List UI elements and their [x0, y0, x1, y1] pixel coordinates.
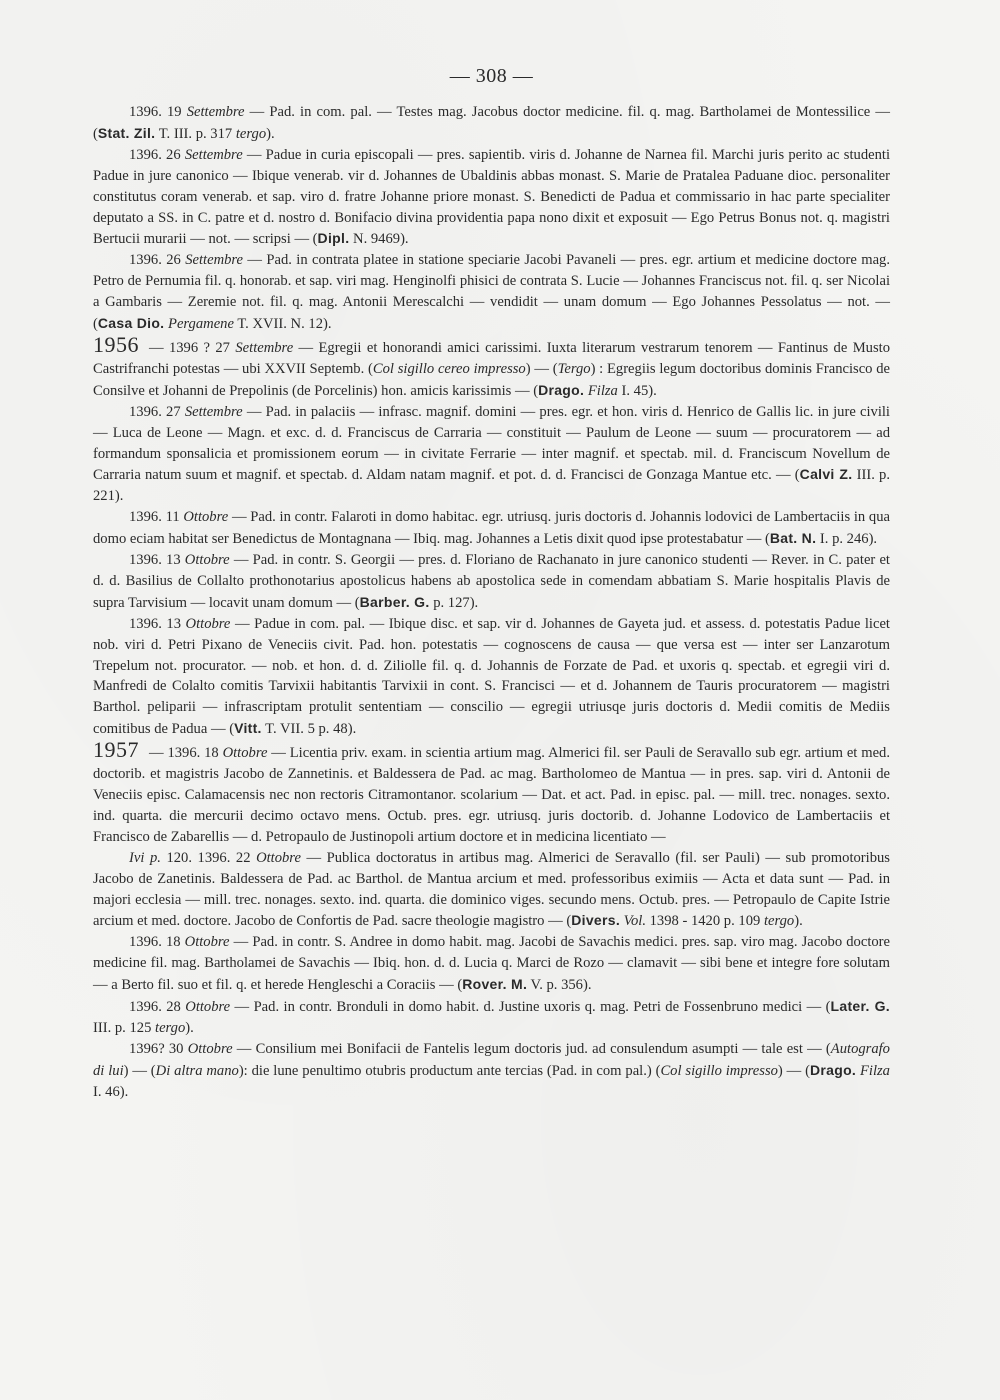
- entry-text: 1396. 28: [129, 999, 186, 1016]
- document-entry: [93, 614, 890, 740]
- entry-text: 1396? 30: [129, 1040, 188, 1057]
- entry-text: 1396. 26: [129, 146, 185, 163]
- italic-text: Col sigillo cereo impresso: [372, 360, 526, 377]
- entry-text: ).: [266, 125, 275, 142]
- italic-text: Settembre: [235, 339, 294, 356]
- source-reference: Barber. G.: [359, 593, 430, 610]
- italic-text: Di altra mano: [155, 1062, 239, 1079]
- entry-text: 1398 - 1420 p. 109: [645, 913, 764, 930]
- entry-text: 1396. 11: [129, 509, 184, 526]
- entry-text: — 1396. 18: [149, 745, 223, 762]
- entry-text: I. 46).: [93, 1083, 129, 1100]
- source-reference: Stat. Zil.: [97, 124, 156, 141]
- italic-text: Ivi p.: [129, 849, 161, 866]
- entry-text: ).: [794, 913, 803, 930]
- italic-text: tergo: [235, 125, 267, 142]
- entry-text: 1396. 13: [129, 552, 185, 569]
- entry-text: — Pad. in contr. S. Georgii — pres. d. Floriano de Rachanato in jure canonico studenti — Rever. in C. pater et d. d. Basilius de Collalto prothonotarius apostolicus habens ab apostolica sede in comendam abbatiam S. Marie hospitalis Plavis de supra Tarvisium — locavit unam domum — (: [93, 552, 890, 611]
- entry-text: 1396. 27: [129, 403, 185, 420]
- source-reference: Divers.: [571, 912, 621, 929]
- entry-text: — Publica doctoratus in artibus mag. Almerici de Seravallo (fil. ser Pauli) — sub promotoribus Jacobo de Zanetinis. Baldessera de Pad. ac Barthol. de Mantua arcium et med. professoribus eximiis — Acta et data sunt — Pad. in majori ecclesia — mill. trec. nonages. sexto. ind. quarta. die dominico viges. secundo mens. Octub. pres. — Petropaulo de Capite Istrie arcium et med. doctore. Jacobo de Confortis de Pad. sacre theologie magistro — (: [93, 849, 890, 930]
- italic-text: Filza: [859, 1062, 890, 1079]
- document-entry: [93, 402, 890, 508]
- entry-text: — Padue in curia episcopali — pres. sapientib. viris d. Johanne de Narnea fil. Marchi juris perito ac studenti Padue in jure canonico — Ibique venerab. vir d. Johannes de Ubaldinis abbas monast. S. Marie de Pratalea Paduane dioc. personaliter constitutus coram venerab. et sap. viro d. fratre Johanne priore monast. S. Benedicti de Padua et commissario in hac parte specialiter deputato a SS. in C. patre et d. nostro d. Bonifacio divina providentia papa nono dixit et exposuit — Ego Petrus Bonus not. q. magistri Bertucii murarii — not. — scripsi — (: [93, 146, 890, 248]
- source-reference: Dipl.: [317, 230, 350, 247]
- entry-text: — Pad. in contr. Falaroti in domo habitac. egr. utriusq. juris doctoris d. Johannis lodovici de Lambertaciis in qua domo eciam habitat ser Benedictus de Montagnana — Ibiq. mag. Johannes a Letis dixit quod ipse protestabatur — (: [93, 509, 890, 548]
- entry-text: — Egregii et honorandi amici carissimi. Iuxta literarum vestrarum tenorem — Fantinus de Musto Castrifranchi potestas — ubi XXVII Septemb. (: [93, 339, 891, 377]
- document-entry: [93, 102, 890, 145]
- entry-text: III. p. 125: [93, 1019, 156, 1036]
- italic-text: Ottobre: [187, 1040, 233, 1057]
- italic-text: Settembre: [184, 403, 243, 420]
- entry-text: 1396. 18: [129, 934, 185, 951]
- entry-text: T. VII. 5 p. 48).: [261, 721, 357, 738]
- entry-text: N. 9469).: [349, 231, 409, 248]
- italic-text: Filza: [587, 382, 618, 399]
- entry-text: T. XVII. N. 12).: [233, 316, 332, 333]
- entry-text: ).: [185, 1019, 194, 1036]
- entry-text: p. 127).: [429, 594, 479, 611]
- document-number: 1956: [93, 331, 139, 357]
- entry-text: — Pad. in palaciis — infrasc. magnif. domini — pres. egr. et hon. viris d. Henrico de Gallis lic. in jure civili — Luca de Leone — Magn. et exc. d. d. Franciscus de Carraria — constituit — Paulum de Leone — suum — procuratorem — ad formandum sponsalicia et promissionem eorum — in civitate Ferrarie — inter magnif. et spectab. mil. d. Franciscum Novellum de Carraria natum suum et magnif. et spectab. d. Aldam natam magnif. et pot. d. d. Francisci de Gonzaga Mantue etc. — (: [93, 403, 890, 484]
- entry-text: ) — (: [525, 360, 558, 377]
- entry-text: — Pad. in com. pal. — Testes mag. Jacobus doctor medicine. fil. q. mag. Bartholamei de Montessilice — (: [93, 104, 890, 142]
- entry-text: — Consilium mei Bonifacii de Fantelis legum doctoris jud. ad consulendum asumpti — tale est — (: [232, 1040, 831, 1057]
- entry-text: 1396. 26: [129, 252, 186, 269]
- source-reference: Bat. N.: [769, 530, 817, 547]
- page-number: — 308 —: [449, 65, 534, 87]
- italic-text: Ottobre: [222, 745, 268, 762]
- italic-text: Ottobre: [183, 509, 229, 526]
- entry-text: ): die lune penultimo otubris productum ante tercias (Pad. in com pal.) (: [238, 1062, 661, 1079]
- entry-text: — Padue in com. pal. — Ibique disc. et sap. vir d. Johannes de Gayeta jud. et assess. d. potestatis Padue licet nob. viri d. Petri Pixano de Veneciis civit. Pad. hon. potestatis — cognoscens de causa — que versa est — inter ser Lanzarotum Trepelum not. procurator. — nob. et hon. d. d. Ziliolle fil. q. d. Johannis de Forzate de Pad. et uxoris q. spectab. et egregii viri d. Manfredi de Colalto comitis Tarvixii habitantis Tarvixii in cont. S. Francisci — et d. Johannem de Tauris procuratorem — magistri Barthol. peliparii — infrascriptam protulit sententiam — conscilio — egregii utriusqe juris doctoris d. Medii comitis de Mediis comitibus de Padua — (: [93, 615, 890, 738]
- source-reference: Drago.: [538, 381, 585, 398]
- document-entry: [93, 737, 890, 848]
- italic-text: Col sigillo impresso: [660, 1062, 778, 1079]
- document-entry: [93, 331, 891, 402]
- italic-text: Ottobre: [185, 999, 231, 1016]
- source-reference: Later. G.: [830, 998, 890, 1015]
- entry-text: — Licentia priv. exam. in scientia artium mag. Almerici fil. ser Pauli de Seravallo sub egr. artium et med. doctorib. et magistris Jacobo de Zannetinis. et Baldessera de Pad. ac mag. Bartholomeo de Mantua — in pres. sap. viri d. Antonii de Veneciis episc. Calamacensis nec non rectoris Citramontanor. scolarium — Dat. et act. Pad. in episc. pal. — mill. trec. nonages. sexto. ind. quarta. die mercurii decimo octavo mens. Octub. pres. egr. utriusq. juris doctorib. d. Johanne Lodovico de Lambertaciis et Francisco de Zabarellis — d. Petropaulo de Justinopoli artium doctore et in medicina licentiato —: [93, 745, 890, 845]
- document-entry: [93, 848, 890, 933]
- entry-text: — 1396 ? 27: [149, 339, 236, 356]
- italic-text: Ottobre: [185, 615, 231, 632]
- italic-text: Autografo di lui: [93, 1040, 890, 1079]
- source-reference: Calvi Z.: [799, 466, 853, 483]
- document-entry: [93, 1039, 890, 1103]
- document-entry: [93, 550, 890, 614]
- entry-text: 1396. 19: [129, 104, 187, 120]
- italic-text: Ottobre: [184, 934, 230, 951]
- italic-text: Ottobre: [184, 552, 230, 569]
- document-entry: [93, 932, 890, 996]
- italic-text: Ottobre: [256, 849, 301, 866]
- italic-text: Settembre: [184, 146, 243, 163]
- italic-text: Settembre: [186, 104, 245, 120]
- source-reference: Casa Dio.: [97, 315, 165, 332]
- entry-text: III. p. 221).: [93, 467, 890, 505]
- italic-text: Settembre: [185, 252, 244, 269]
- entry-text: 1396. 13: [129, 615, 186, 632]
- italic-text: tergo: [763, 913, 795, 930]
- entry-text: — Pad. in contr. Bronduli in domo habit. d. Justine uxoris q. mag. Petri de Fossenbruno medici — (: [230, 999, 831, 1016]
- entry-text: — Pad. in contr. S. Andree in domo habit. mag. Jacobi de Savachis medici. pres. sap. viro mag. Jacobo doctore medicine fil. mag. Bartholamei de Savachis — Ibiq. hon. d. d. Lucia q. Marci de Rozo — clamavit — sibi bene et integre fore solutam — a Berto fil. suo et fil. q. et herede Hengleschi a Coraciis — (: [93, 934, 891, 994]
- document-entry: [93, 250, 890, 335]
- source-reference: Vitt.: [234, 720, 262, 737]
- document-number: 1957: [93, 737, 139, 763]
- entry-text: ) : Egregiis legum doctoribus dominis Francisco de Consilve et Johanni de Prepolinis (de Porcelinis) hon. amicis karissimis — (: [93, 360, 890, 399]
- document-body: [93, 102, 890, 1103]
- entry-text: V. p. 356).: [527, 977, 592, 994]
- italic-text: Vol.: [623, 913, 646, 930]
- entry-text: I. p. 246).: [816, 531, 878, 548]
- entry-text: 120. 1396. 22: [160, 849, 257, 866]
- document-entry: [93, 145, 890, 251]
- entry-text: I. 45).: [617, 382, 657, 399]
- italic-text: Pergamene: [168, 316, 234, 333]
- entry-text: — Pad. in contrata platee in statione speciarie Jacobi Pavaneli — pres. egr. artium et medicine doctore mag. Petro de Pernumia fil. q. honorab. et sap. viri mag. Henginolfi phisici de contrata S. Lucie — Johannes Franciscus not. fil. q. ser Nicolai a Gambaris — Zeremie not. fil. q. mag. Antonii Merescalchi — vendidit — unam domum — Ego Johannes Pessolatus — not. — (: [93, 252, 890, 333]
- italic-text: Tergo: [557, 360, 591, 377]
- document-entry: [93, 996, 890, 1039]
- source-reference: Drago.: [809, 1061, 857, 1078]
- document-entry: [93, 507, 890, 550]
- entry-text: T. III. p. 317: [155, 125, 236, 142]
- entry-text: ) — (: [123, 1062, 156, 1079]
- entry-text: ) — (: [777, 1062, 810, 1079]
- source-reference: Rover. M.: [462, 976, 528, 993]
- italic-text: tergo: [155, 1019, 186, 1036]
